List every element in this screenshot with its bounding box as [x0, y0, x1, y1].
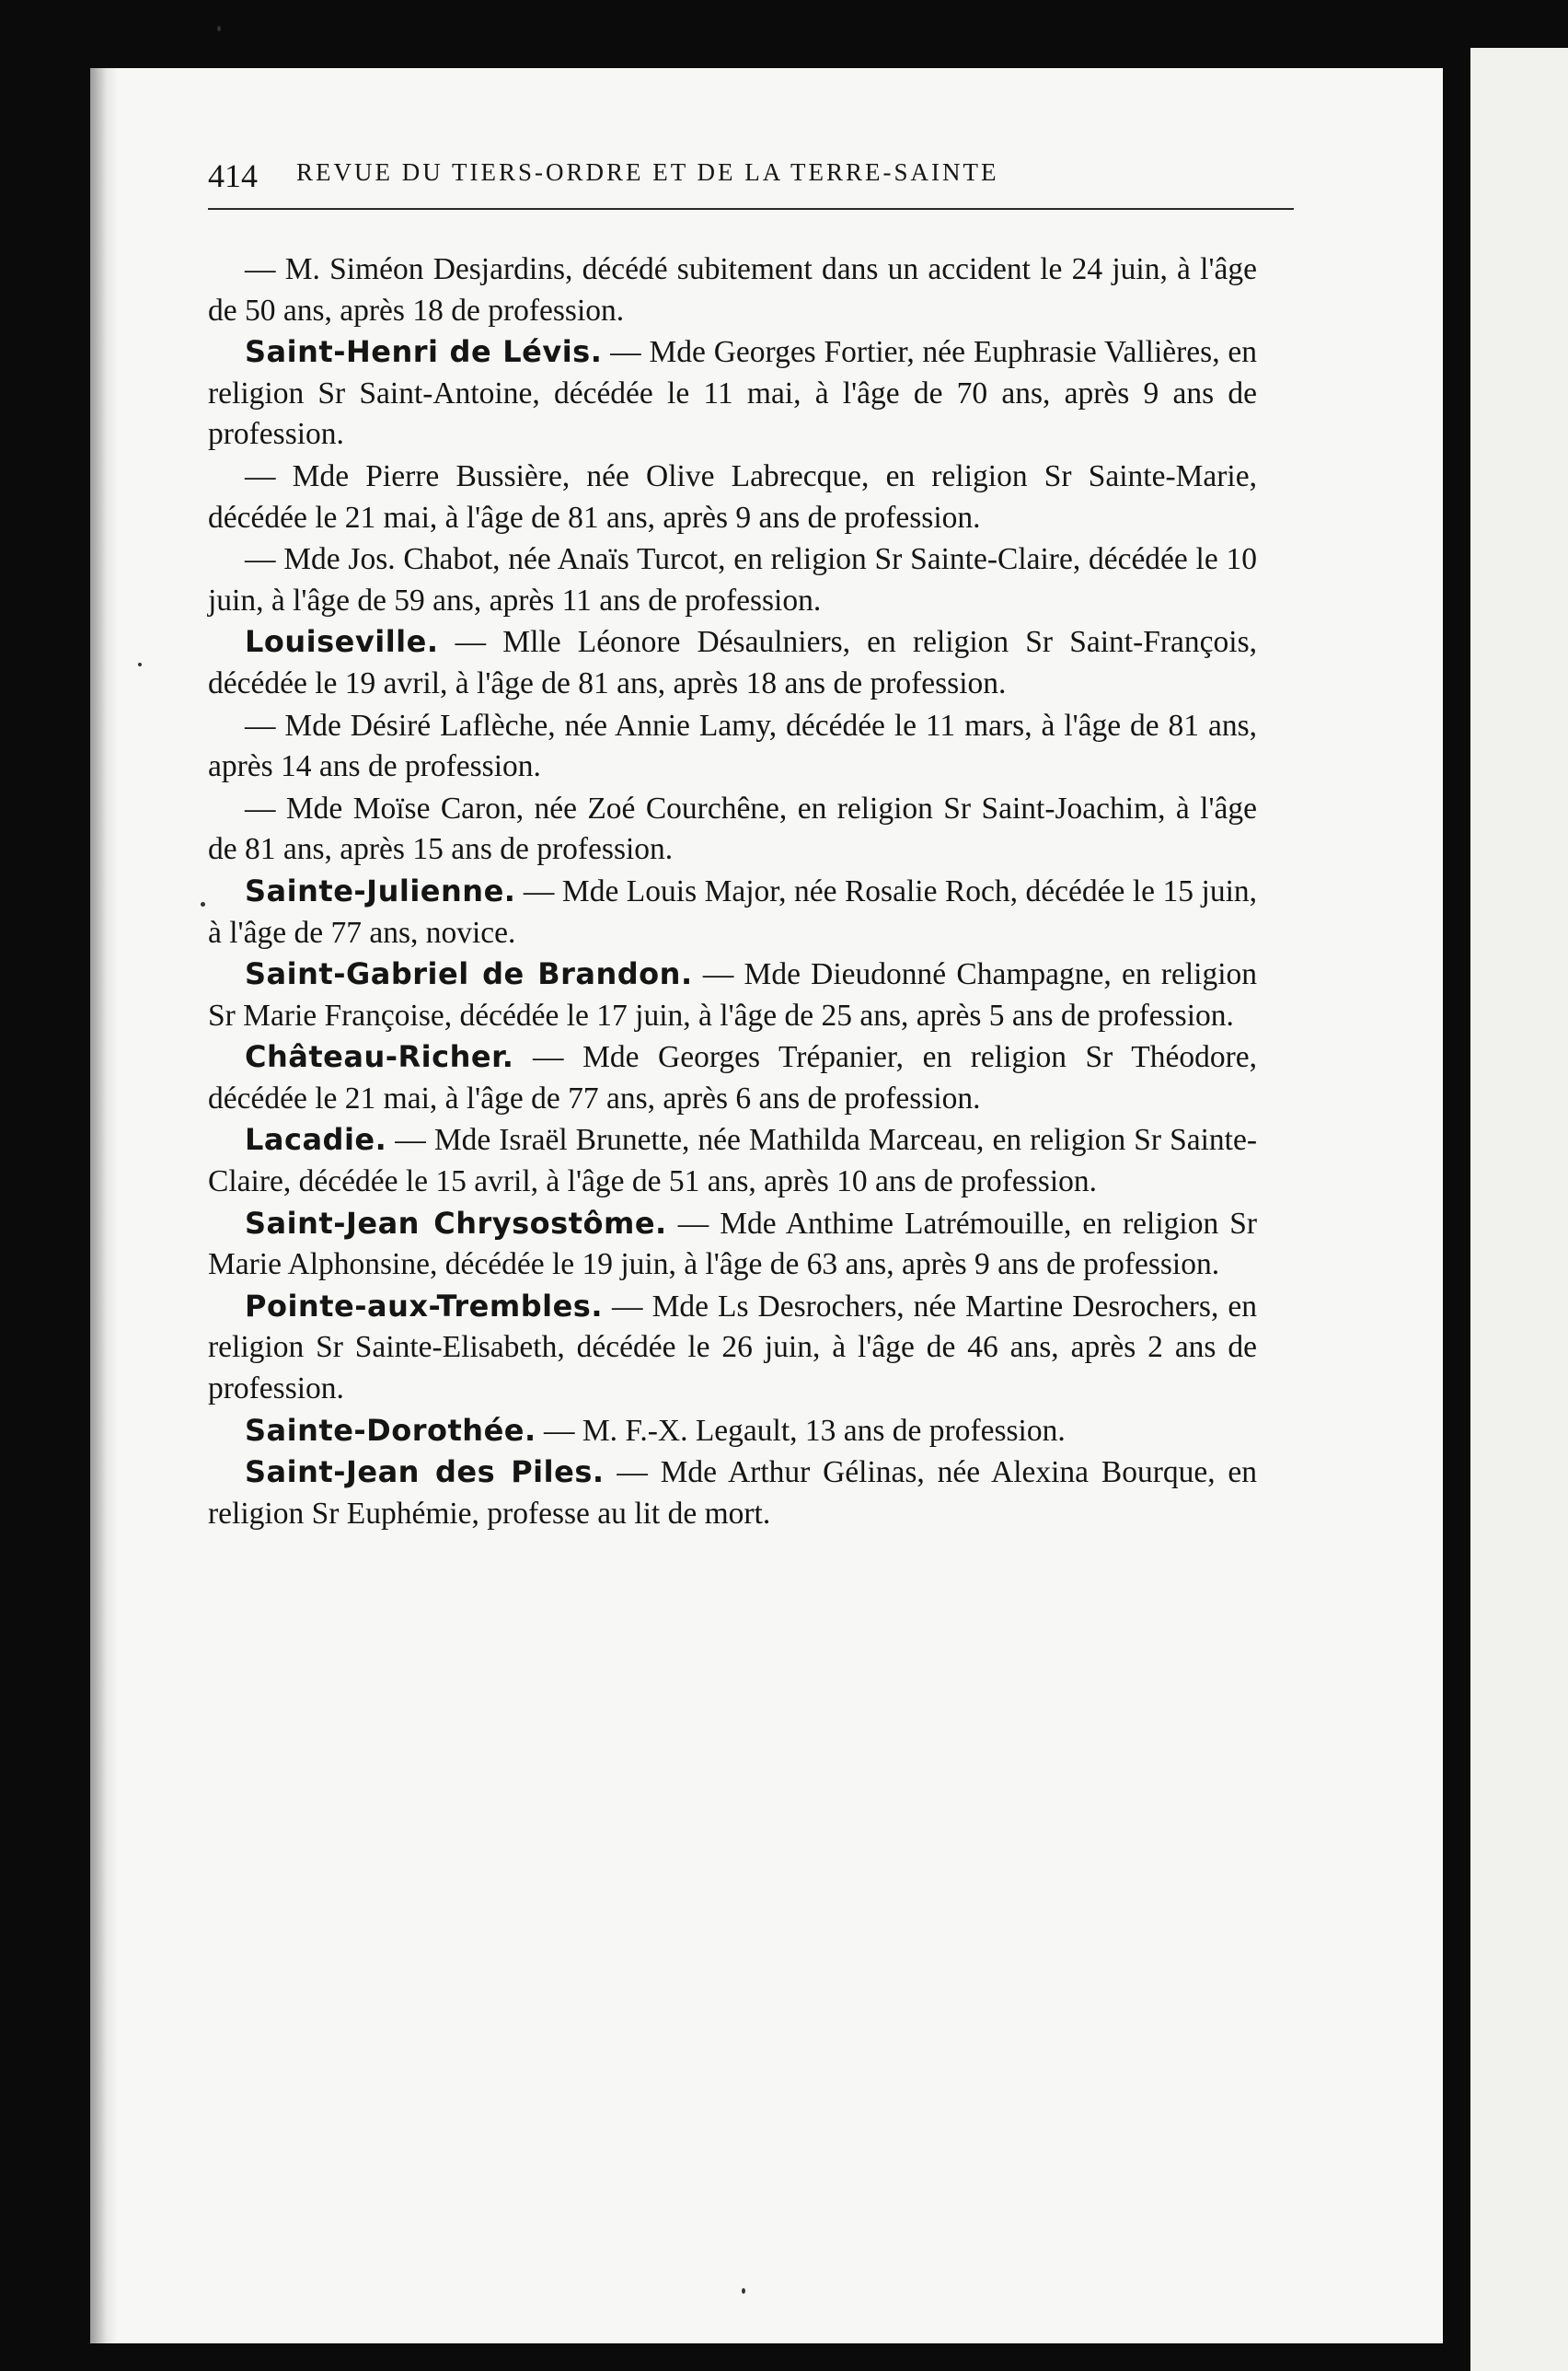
entry-text: — Mde Georges Fortier, née Euphrasie Vallières, en religion Sr Saint-Antoine, décédée le 11 mai, à l'âge de 70 ans, après 9 ans de profession. [208, 335, 1257, 452]
entry-text: — Mde Anthime Latrémouille, en religion Sr Marie Alphonsine, décédée le 19 juin, à l'âge de 63 ans, après 9 ans de profession. [208, 1206, 1258, 1282]
entry-text: — Mde Ls Desrochers, née Martine Desrochers, en religion Sr Sainte-Elisabeth, décédée le 26 juin, à l'âge de 46 ans, après 2 ans de profession. [208, 1289, 1257, 1406]
entry-place: Saint-Jean Chrysostôme. [245, 1205, 667, 1241]
entry-text: — Mde Dieudonné Champagne, en religion Sr Marie Françoise, décédée le 17 juin, à l'âge de 25 ans, après 5 ans de profession. [208, 957, 1258, 1033]
facing-page-edge [1470, 48, 1568, 2371]
entry [208, 871, 1257, 954]
entry-text: — M. Siméon Desjardins, décédé subitement dans un accident le 24 juin, à l'âge de 50 ans, après 18 de profession. [208, 252, 1257, 328]
header-rule [208, 208, 1294, 210]
entry-place: Pointe-aux-Trembles. [245, 1288, 603, 1324]
entry-place: Sainte-Julienne. [245, 873, 516, 908]
entry-place: Saint-Henri de Lévis. [245, 334, 603, 370]
paper-speck [138, 663, 142, 666]
entry [208, 621, 1257, 704]
paper-speck [201, 902, 205, 907]
entry-text: — Mde Pierre Bussière, née Olive Labrecque, en religion Sr Sainte-Marie, décédée le 21 mai, à l'âge de 81 ans, après 9 ans de profession. [208, 458, 1257, 535]
entry [208, 1452, 1257, 1534]
gutter-shadow [90, 68, 118, 2343]
entry-text: — M. F.-X. Legault, 13 ans de profession. [536, 1413, 1066, 1448]
entry-place: Saint-Jean des Piles. [245, 1454, 605, 1490]
entry [208, 1286, 1257, 1410]
entry-place: Louiseville. [245, 624, 439, 660]
entry-text: — Mde Moïse Caron, née Zoé Courchêne, en religion Sr Saint-Joachim, à l'âge de 81 ans, après 15 ans de profession. [208, 791, 1257, 867]
page-number: 414 [208, 157, 258, 194]
entry-text: — Mde Louis Major, née Rosalie Roch, décédée le 15 juin, à l'âge de 77 ans, novice. [208, 873, 1257, 950]
entry [208, 788, 1257, 871]
entry [208, 331, 1257, 456]
background-edge [1443, 0, 1470, 2371]
entry-place: Sainte-Dorothée. [245, 1412, 536, 1448]
entry-place: Château-Richer. [245, 1039, 514, 1075]
entry [208, 538, 1257, 621]
entry-place: Lacadie. [245, 1122, 387, 1158]
entry [208, 456, 1257, 538]
entry-text: — Mde Israël Brunette, née Mathilda Marceau, en religion Sr Sainte-Claire, décédée le 15 avril, à l'âge de 51 ans, après 10 ans de profession. [208, 1123, 1257, 1199]
paper-speck [217, 26, 221, 31]
page-header [208, 156, 1301, 230]
entry-place: Saint-Gabriel de Brandon. [245, 956, 693, 992]
paper-speck [742, 2288, 745, 2294]
obituary-list [208, 249, 1257, 1534]
entry [208, 954, 1257, 1036]
entry-text: — Mlle Léonore Désaulniers, en religion Sr Saint-François, décédée le 19 avril, à l'âge de 81 ans, après 18 ans de profession. [208, 625, 1257, 700]
entry [208, 1036, 1257, 1119]
entry-text: — Mde Jos. Chabot, née Anaïs Turcot, en religion Sr Sainte-Claire, décédée le 10 juin, à l'âge de 59 ans, après 11 ans de profession. [208, 542, 1257, 618]
entry-text: — Mde Georges Trépanier, en religion Sr Théodore, décédée le 21 mai, à l'âge de 77 ans, après 6 ans de profession. [208, 1040, 1257, 1116]
entry [208, 249, 1257, 331]
running-title: REVUE DU TIERS-ORDRE ET DE LA TERRE-SAINTE [296, 158, 999, 186]
entry [208, 1410, 1257, 1452]
entry [208, 1203, 1257, 1286]
entry [208, 705, 1257, 788]
entry [208, 1119, 1257, 1202]
entry-text: — Mde Arthur Gélinas, née Alexina Bourque, en religion Sr Euphémie, professe au lit de mort. [208, 1455, 1258, 1531]
entry-text: — Mde Désiré Laflèche, née Annie Lamy, décédée le 11 mars, à l'âge de 81 ans, après 14 ans de profession. [208, 708, 1257, 784]
